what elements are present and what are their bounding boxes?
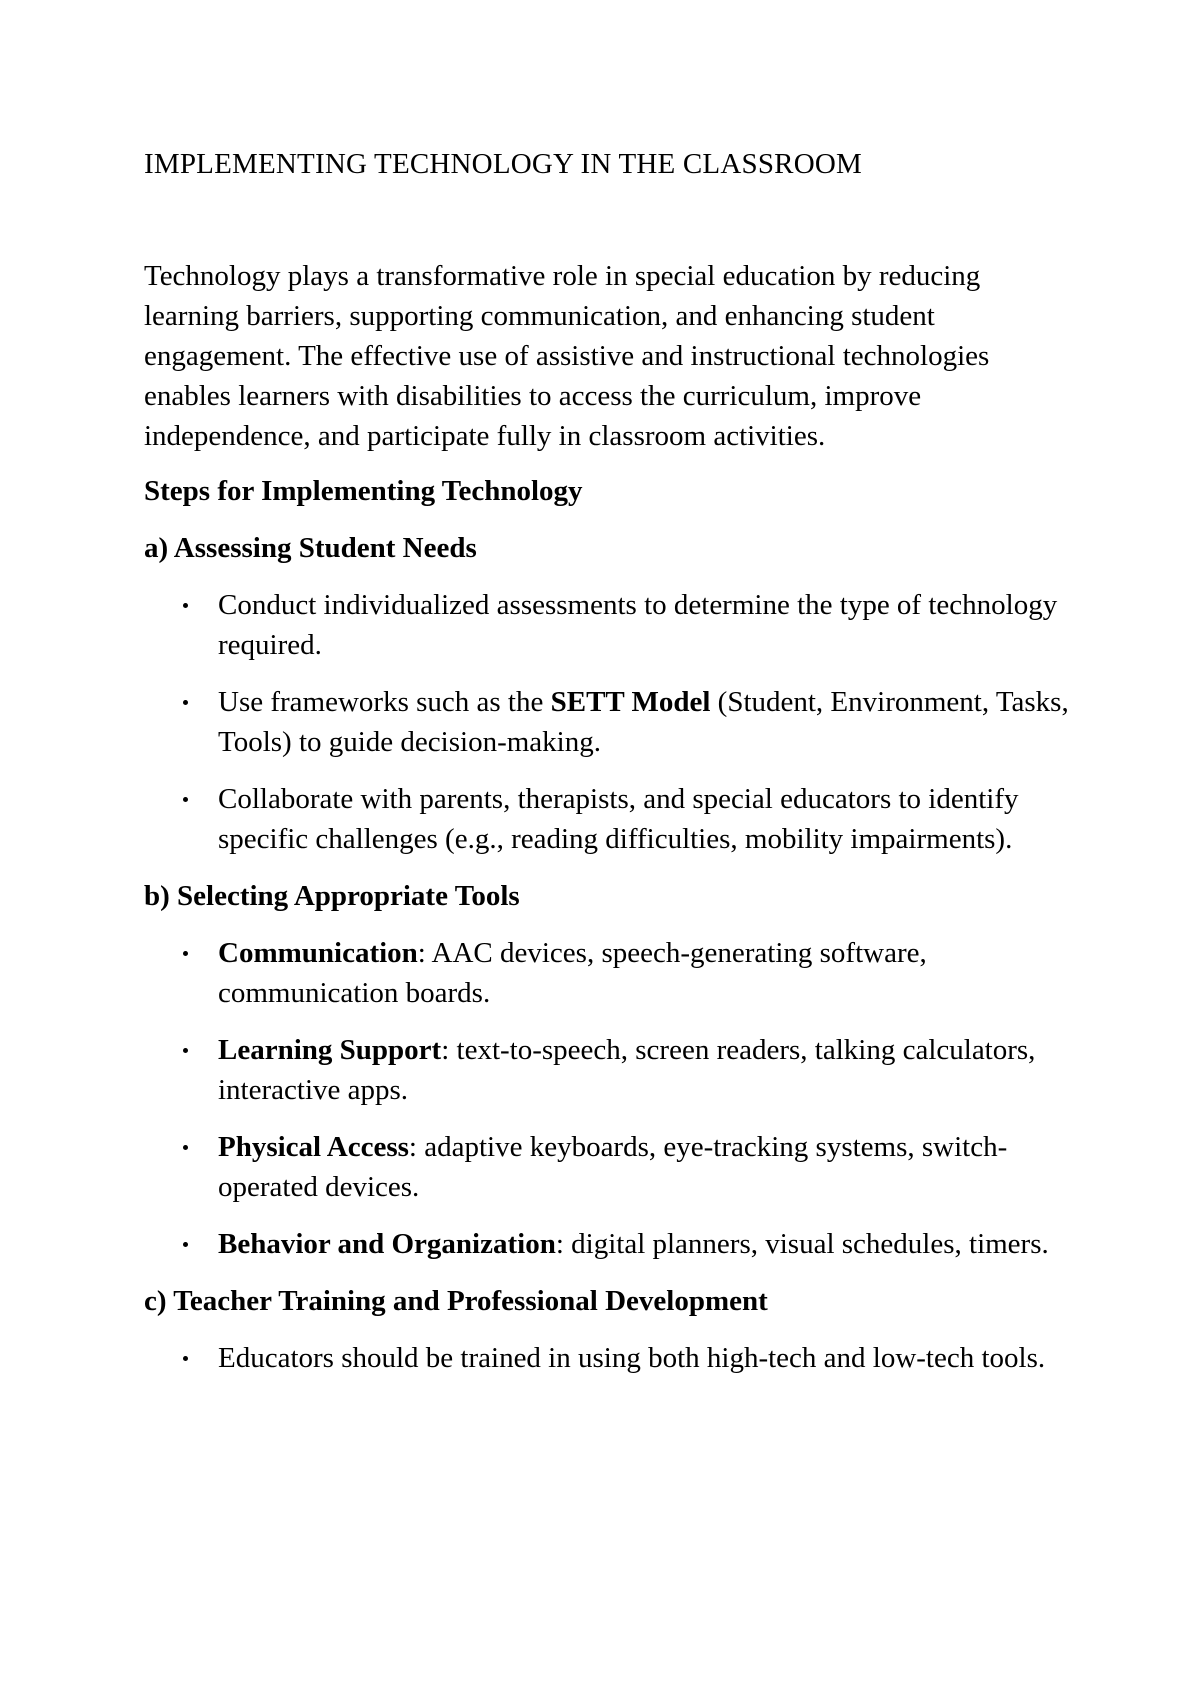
list-item-text-post: : adaptive keyboards, eye-tracking systems, switch-operated devices. <box>218 1131 1008 1203</box>
list-item-bold-term: Learning Support <box>218 1034 442 1066</box>
bullet-icon <box>183 603 188 608</box>
list-item-text: Collaborate with parents, therapists, and special educators to identify specific challenges (e.g., reading difficulties, mobility impairments). <box>218 783 1019 855</box>
list-item-bold-term: Physical Access <box>218 1131 409 1163</box>
list-item-text-post: : AAC devices, speech-generating software, communication boards. <box>218 937 927 1009</box>
section-heading-assessing: a) Assessing Student Needs <box>144 532 477 564</box>
bullet-list-selecting <box>144 933 1074 1264</box>
bullet-icon <box>183 1356 188 1361</box>
bullet-icon <box>183 1242 188 1247</box>
document-title: IMPLEMENTING TECHNOLOGY IN THE CLASSROOM <box>144 148 862 180</box>
bullet-list-assessing <box>144 585 1074 859</box>
intro-paragraph: Technology plays a transformative role in special education by reducing learning barriers, supporting communication, and enhancing student engagement. The effective use of assistive and instructional technologies enables learners with disabilities to access the curriculum, improve independence, and participate fully in classroom activities. <box>144 260 990 452</box>
list-item-bold-term: SETT Model <box>550 686 711 718</box>
list-item-text-post: (Student, Environment, Tasks, Tools) to guide decision-making. <box>218 686 1069 758</box>
list-item <box>144 1030 1074 1110</box>
list-item-text-post: : text-to-speech, screen readers, talking calculators, interactive apps. <box>218 1034 1036 1106</box>
bullet-icon <box>183 951 188 956</box>
list-item <box>144 585 1074 665</box>
list-item <box>144 1338 1074 1378</box>
list-item <box>144 1224 1074 1264</box>
list-item <box>144 1127 1074 1207</box>
bullet-icon <box>183 797 188 802</box>
list-item-text: Conduct individualized assessments to determine the type of technology required. <box>218 589 1058 661</box>
list-item <box>144 933 1074 1013</box>
document-body <box>144 144 1074 1395</box>
list-item-bold-term: Behavior and Organization <box>218 1228 556 1260</box>
list-item-bold-term: Communication <box>218 937 418 969</box>
bullet-icon <box>183 1145 188 1150</box>
section-heading-selecting: b) Selecting Appropriate Tools <box>144 880 520 912</box>
list-item-text-post: : digital planners, visual schedules, timers. <box>555 1228 1049 1260</box>
bullet-icon <box>183 1048 188 1053</box>
bullet-list-teacher-training <box>144 1338 1074 1378</box>
bullet-icon <box>183 700 188 705</box>
section-heading-teacher-training: c) Teacher Training and Professional Development <box>144 1285 768 1317</box>
list-item <box>144 682 1074 762</box>
list-item-text-pre: Use frameworks such as the <box>218 686 551 718</box>
list-item-text: Educators should be trained in using both high-tech and low-tech tools. <box>218 1342 1046 1374</box>
list-item <box>144 779 1074 859</box>
steps-heading: Steps for Implementing Technology <box>144 475 583 507</box>
